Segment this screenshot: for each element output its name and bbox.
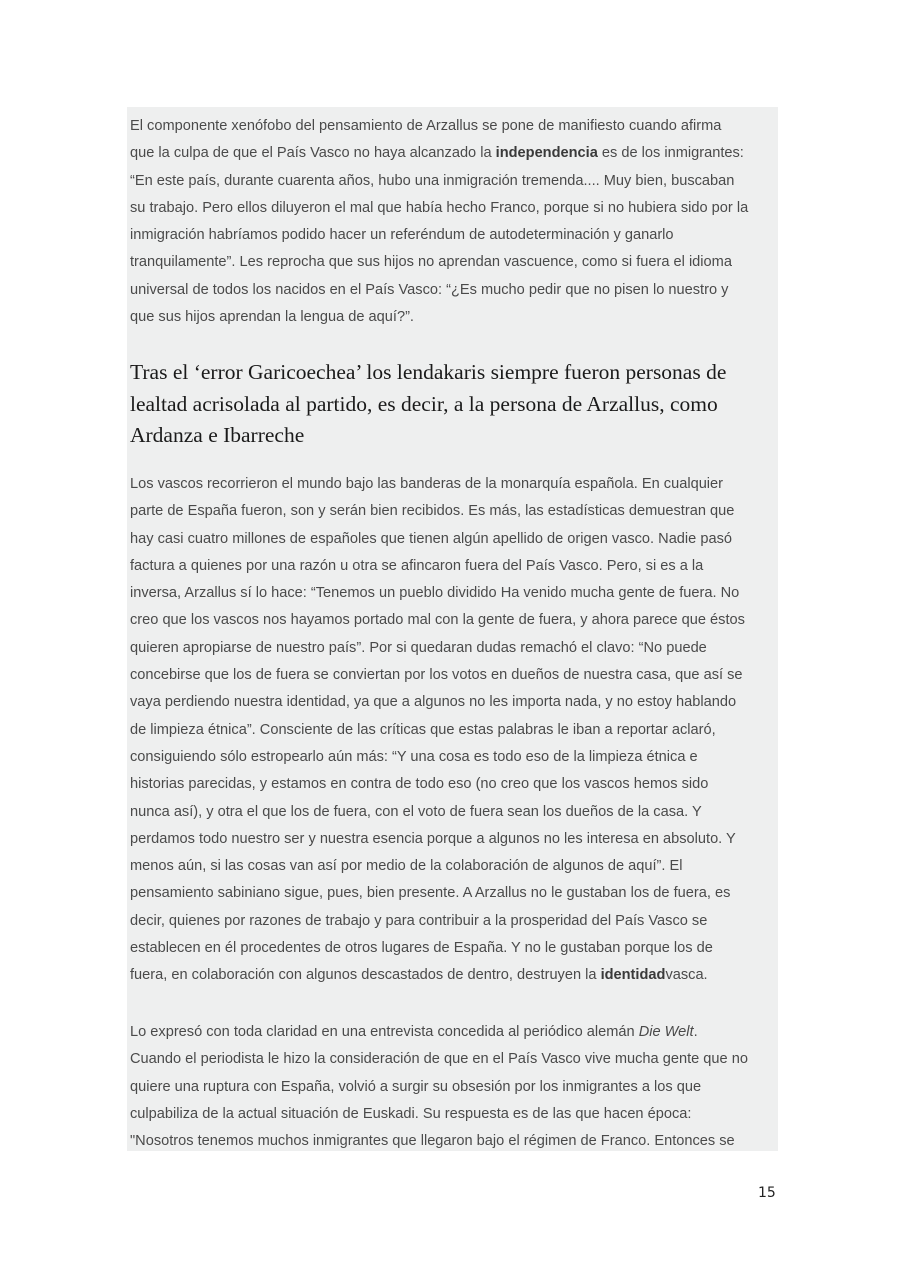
text-line: quiere una ruptura con España, volvió a surgir su obsesión por los inmigrantes a los que <box>130 1078 702 1095</box>
text-line: vaya perdiendo nuestra identidad, ya que a algunos no les importa nada, y no estoy hablando <box>130 694 737 711</box>
section-heading <box>130 357 778 452</box>
text-line: El componente xenófobo del pensamiento de Arzallus se pone de manifiesto cuando afirma <box>130 118 722 134</box>
text-line: Lo expresó con toda claridad en una entrevista concedida al periódico alemán Die Welt. <box>130 1024 698 1040</box>
text-line: historias parecidas, y estamos en contra de todo eso (no creo que los vascos hemos sido <box>130 776 709 793</box>
text-line: perdamos todo nuestro ser y nuestra esencia porque a algunos no les interesa en absoluto. Y <box>130 830 736 847</box>
text-line: decir, quienes por razones de trabajo y para contribuir a la prosperidad del País Vasco se <box>130 912 708 929</box>
text-line: Los vascos recorrieron el mundo bajo las banderas de la monarquía española. En cualquier <box>130 476 724 492</box>
paragraph-xenophobia <box>130 113 778 331</box>
text-line: menos aún, si las cosas van así por medio de la colaboración de algunos de aquí”. El <box>130 858 683 875</box>
paragraph-die-welt <box>130 1019 778 1155</box>
text-line: concebirse que los de fuera se conviertan por los votos en dueños de nuestra casa, que así se <box>130 667 743 684</box>
text-line: universal de todos los nacidos en el País Vasco: “¿Es mucho pedir que no pisen lo nuestro y <box>130 281 729 298</box>
text-line: quieren apropiarse de nuestro país”. Por si quedaran dudas remachó el clavo: “No puede <box>130 639 707 656</box>
text-line: parte de España fueron, son y serán bien recibidos. Es más, las estadísticas demuestran que <box>130 503 735 520</box>
text-line: que la culpa de que el País Vasco no haya alcanzado la independencia es de los inmigrantes: <box>130 145 744 162</box>
text-line: Cuando el periodista le hizo la consideración de que en el País Vasco vive mucha gente que no <box>130 1051 748 1068</box>
page-number: 15 <box>758 1185 776 1201</box>
text-line: “En este país, durante cuarenta años, hubo una inmigración tremenda.... Muy bien, buscaban <box>130 172 735 189</box>
text-line: inversa, Arzallus sí lo hace: “Tenemos un pueblo dividido Ha venido mucha gente de fuera. No <box>130 585 740 602</box>
text-line: "Nosotros tenemos muchos inmigrantes que llegaron bajo el régimen de Franco. Entonces se <box>130 1133 735 1150</box>
text-line: su trabajo. Pero ellos diluyeron el mal que había hecho Franco, porque si no hubiera sido por la <box>130 199 749 216</box>
heading-line: Ardanza e Ibarreche <box>130 423 305 447</box>
italic-newspaper-title: Die Welt <box>638 1024 694 1040</box>
bold-term-independencia: independencia <box>495 145 598 162</box>
text-line: creo que los vascos nos hayamos portado mal con la gente de fuera, y ahora parece que éstos <box>130 612 745 629</box>
paragraph-vascos <box>130 471 778 990</box>
text-line: pensamiento sabiniano sigue, pues, bien presente. A Arzallus no le gustaban los de fuera, es <box>130 885 731 902</box>
heading-line: Tras el ‘error Garicoechea’ los lendakaris siempre fueron personas de <box>130 360 727 384</box>
text-line: nunca así), y otra el que los de fuera, con el voto de fuera sean los dueños de la casa. Y <box>130 803 702 820</box>
text-line: de limpieza étnica”. Consciente de las críticas que estas palabras le iban a reportar aclaró, <box>130 721 716 738</box>
heading-line: lealtad acrisolada al partido, es decir, a la persona de Arzallus, como <box>130 391 718 416</box>
text-line: culpabiliza de la actual situación de Euskadi. Su respuesta es de las que hacen época: <box>130 1105 692 1122</box>
text-line: factura a quienes por una razón u otra se afincaron fuera del País Vasco. Pero, si es a la <box>130 557 704 574</box>
text-line: consiguiendo sólo estropearlo aún más: “Y una cosa es todo eso de la limpieza étnica e <box>130 748 698 765</box>
text-line: hay casi cuatro millones de españoles que tienen algún apellido de origen vasco. Nadie pasó <box>130 530 732 547</box>
text-line: establecen en él procedentes de otros lugares de España. Y no le gustaban porque los de <box>130 940 713 957</box>
bold-term-identidad: identidad <box>600 967 666 984</box>
text-line: fuera, en colaboración con algunos descastados de dentro, destruyen la identidadvasca. <box>130 967 708 984</box>
text-line: que sus hijos aprendan la lengua de aquí?”. <box>130 309 414 326</box>
text-line: inmigración habríamos podido hacer un referéndum de autodeterminación y ganarlo <box>130 227 674 244</box>
text-line: tranquilamente”. Les reprocha que sus hijos no aprendan vascuence, como si fuera el idioma <box>130 254 732 271</box>
